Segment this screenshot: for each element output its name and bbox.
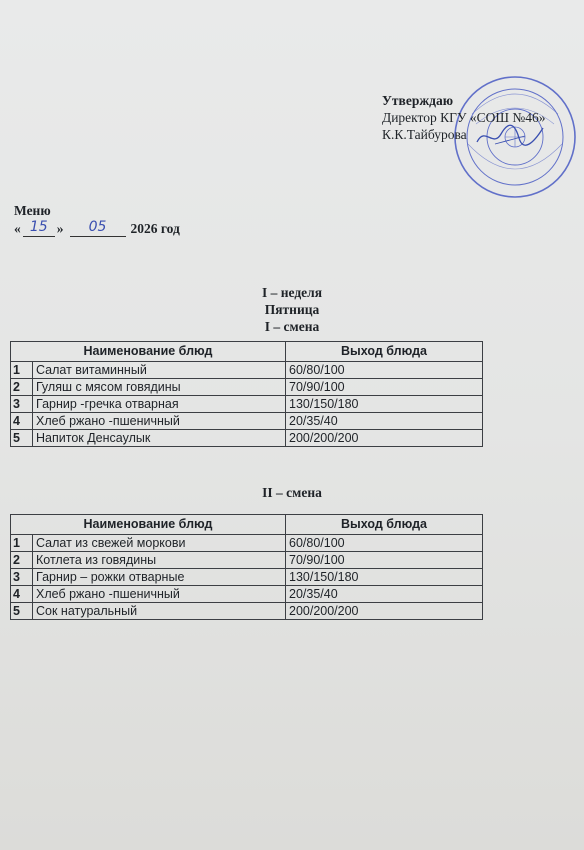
approval-heading: Утверждаю: [382, 93, 454, 108]
column-header-dish: Наименование блюд: [11, 515, 286, 535]
dish-output: 20/35/40: [286, 413, 483, 430]
dish-output: 130/150/180: [286, 396, 483, 413]
table-header-row: [11, 342, 483, 362]
shift1-title: I – смена: [264, 319, 320, 334]
column-header-output: Выход блюда: [286, 515, 483, 535]
weekday-label: Пятница: [264, 302, 320, 317]
dish-output: 200/200/200: [286, 430, 483, 447]
menu-title: Меню: [14, 203, 51, 218]
dish-name: Котлета из говядины: [33, 552, 286, 569]
row-number: 5: [11, 603, 33, 620]
dish-output: 70/90/100: [286, 379, 483, 396]
dish-output: 20/35/40: [286, 586, 483, 603]
row-number: 3: [11, 569, 33, 586]
dish-name: Гарнир – рожки отварные: [33, 569, 286, 586]
shift2-title: II – смена: [262, 485, 322, 500]
menu-date: [14, 219, 180, 237]
row-number: 2: [11, 379, 33, 396]
row-number: 4: [11, 586, 33, 603]
table-header-row: [11, 515, 483, 535]
column-header-dish: Наименование блюд: [11, 342, 286, 362]
date-year: 2026 год: [130, 221, 180, 236]
signature-icon: [475, 122, 545, 150]
dish-output: 130/150/180: [286, 569, 483, 586]
dish-name: Салат из свежей моркови: [33, 535, 286, 552]
menu-header: [14, 202, 180, 237]
table-row: [11, 586, 483, 603]
dish-name: Салат витаминный: [33, 362, 286, 379]
dish-output: 60/80/100: [286, 535, 483, 552]
dish-name: Напиток Денсаулык: [33, 430, 286, 447]
shift1-table: [10, 341, 483, 447]
row-number: 1: [11, 362, 33, 379]
table-row: [11, 552, 483, 569]
approval-line-director: Директор КГУ «СОШ №46»: [382, 110, 546, 125]
row-number: 2: [11, 552, 33, 569]
date-month: 05: [70, 219, 126, 237]
row-number: 3: [11, 396, 33, 413]
shift2-headings: [0, 484, 584, 501]
column-header-output: Выход блюда: [286, 342, 483, 362]
dish-output: 70/90/100: [286, 552, 483, 569]
table-row: [11, 396, 483, 413]
table-row: [11, 535, 483, 552]
shift1-headings: [0, 284, 584, 335]
dish-name: Хлеб ржано -пшеничный: [33, 586, 286, 603]
date-day: 15: [23, 219, 55, 237]
date-close-quote: »: [56, 221, 64, 236]
table-row: [11, 430, 483, 447]
dish-name: Хлеб ржано -пшеничный: [33, 413, 286, 430]
row-number: 4: [11, 413, 33, 430]
row-number: 5: [11, 430, 33, 447]
table-row: [11, 413, 483, 430]
row-number: 1: [11, 535, 33, 552]
week-label: I – неделя: [261, 285, 323, 300]
table-row: [11, 603, 483, 620]
dish-name: Гуляш с мясом говядины: [33, 379, 286, 396]
table-row: [11, 362, 483, 379]
dish-output: 60/80/100: [286, 362, 483, 379]
dish-output: 200/200/200: [286, 603, 483, 620]
table-row: [11, 379, 483, 396]
shift2-table: [10, 514, 483, 620]
approval-line-name: К.К.Тайбурова: [382, 127, 467, 142]
table-row: [11, 569, 483, 586]
dish-name: Сок натуральный: [33, 603, 286, 620]
dish-name: Гарнир -гречка отварная: [33, 396, 286, 413]
date-open-quote: «: [14, 221, 21, 236]
